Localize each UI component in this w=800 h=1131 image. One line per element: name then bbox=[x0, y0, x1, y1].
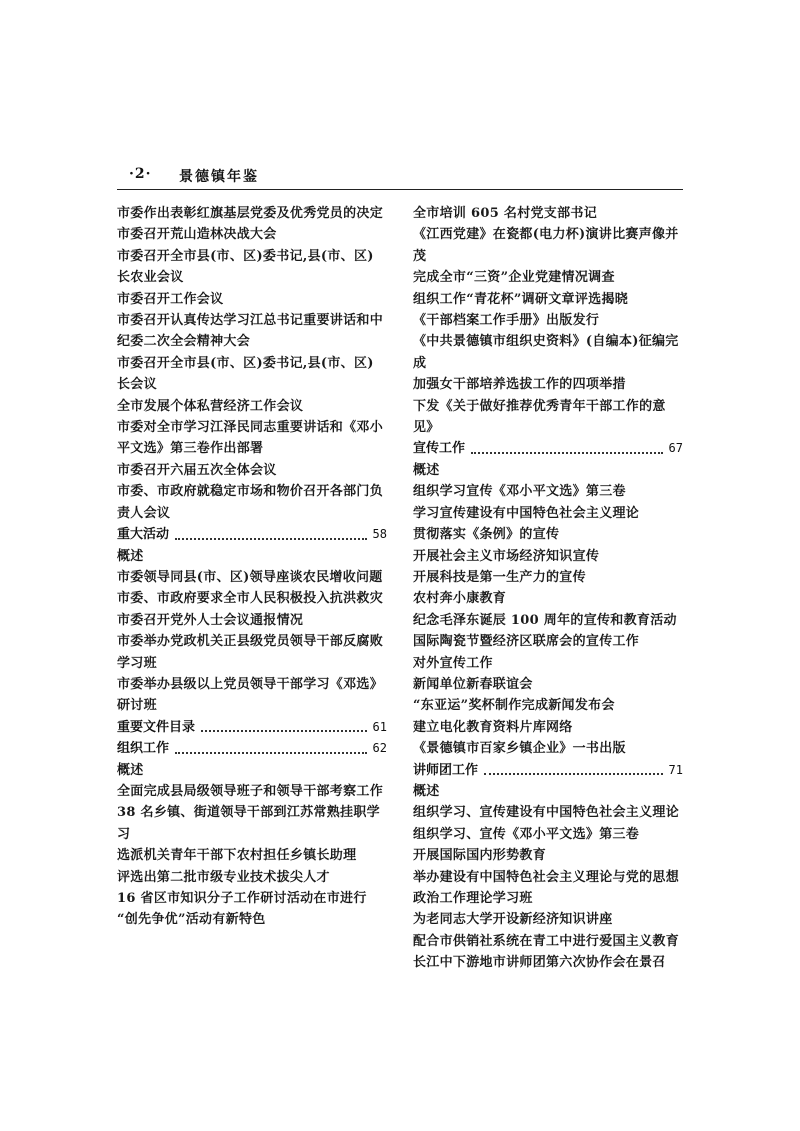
toc-entry: 市委召开六届五次全体会议 bbox=[117, 462, 277, 478]
toc-entry: 市委召开党外人士会议通报情况 bbox=[117, 612, 304, 628]
toc-entry: 全市培训 605 名村党支部书记 bbox=[413, 206, 597, 221]
dot-leader bbox=[175, 537, 367, 540]
toc-entry: 完成全市“三资”企业党建情况调查 bbox=[413, 270, 615, 286]
toc-entry: 组织学习宣传《邓小平文选》第三卷 bbox=[413, 484, 626, 500]
section-title: 重大活动 bbox=[117, 527, 170, 543]
toc-entry: 市委召开认真传达学习江总书记重要讲话和中纪委二次全会精神大会 bbox=[117, 313, 384, 350]
toc-entry: 学习宣传建设有中国特色社会主义理论 bbox=[413, 505, 640, 521]
toc-entry: 开展社会主义市场经济知识宣传 bbox=[413, 548, 600, 564]
toc-entry: 开展科技是第一生产力的宣传 bbox=[413, 569, 586, 585]
toc-left-column bbox=[117, 203, 387, 931]
toc-entry: 《干部档案工作手册》出版发行 bbox=[413, 313, 600, 329]
header-rule bbox=[117, 189, 683, 190]
section-title: 讲师团工作 bbox=[413, 762, 479, 778]
toc-entry: 组织学习、宣传建设有中国特色社会主义理论 bbox=[413, 805, 680, 821]
toc-entry: “东亚运”奖杯制作完成新闻发布会 bbox=[413, 698, 615, 714]
toc-entry: 概述 bbox=[413, 462, 440, 478]
section-title: 重要文件目录 bbox=[117, 719, 196, 735]
toc-entry: 《江西党建》在瓷都(电力杯)演讲比赛声像并茂 bbox=[413, 227, 679, 264]
dot-leader bbox=[471, 451, 663, 454]
section-page-number: 58 bbox=[372, 527, 387, 542]
toc-entry: 建立电化教育资料片库网络 bbox=[413, 719, 573, 735]
toc-section-heading bbox=[413, 760, 683, 781]
toc-entry: 市委对全市学习江泽民同志重要讲话和《邓小平文选》第三卷作出部署 bbox=[117, 420, 384, 457]
toc-entry: 《景德镇市百家乡镇企业》一书出版 bbox=[413, 741, 626, 757]
toc-entry: 市委举办县级以上党员领导干部学习《邓选》研讨班 bbox=[117, 676, 384, 714]
toc-entry: 组织工作“青花杯”调研文章评选揭晓 bbox=[413, 291, 629, 307]
toc-entry: 配合市供销社系统在青工中进行爱国主义教育 bbox=[413, 933, 680, 949]
toc-entry: 概述 bbox=[117, 762, 144, 778]
toc-entry: 市委领导同县(市、区)领导座谈农民增收问题 bbox=[117, 569, 383, 585]
toc-entry: 市委召开全市县(市、区)委书记,县(市、区)长农业会议 bbox=[117, 248, 374, 286]
toc-entry: 贯彻落实《条例》的宣传 bbox=[413, 527, 560, 543]
toc-entry: 概述 bbox=[413, 783, 440, 799]
toc-entry: 市委召开全市县(市、区)委书记,县(市、区)长会议 bbox=[117, 355, 374, 393]
toc-entry: 为老同志大学开设新经济知识讲座 bbox=[413, 912, 613, 928]
toc-entry: 组织学习、宣传《邓小平文选》第三卷 bbox=[413, 826, 640, 842]
running-title: 景德镇年鉴 bbox=[179, 169, 259, 185]
toc-entry: 16 省区市知识分子工作研讨活动在市进行 bbox=[117, 891, 367, 906]
toc-entry: 38 名乡镇、街道领导干部到江苏常熟挂职学习 bbox=[117, 805, 380, 842]
toc-entry: 评选出第二批市级专业技术拔尖人才 bbox=[117, 869, 330, 885]
toc-entry: 长江中下游地市讲师团第六次协作会在景召 bbox=[413, 955, 666, 971]
section-title: 宣传工作 bbox=[413, 441, 466, 457]
toc-entry: 农村奔小康教育 bbox=[413, 591, 507, 607]
toc-entry: 概述 bbox=[117, 548, 144, 564]
section-page-number: 67 bbox=[668, 441, 683, 456]
toc-entry: 市委召开工作会议 bbox=[117, 291, 224, 307]
toc-entry: 市委作出表彰红旗基层党委及优秀党员的决定 bbox=[117, 206, 384, 221]
section-page-number: 62 bbox=[372, 741, 387, 756]
toc-entry: 市委举办党政机关正县级党员领导干部反腐败学习班 bbox=[117, 634, 384, 671]
toc-entry: 举办建设有中国特色社会主义理论与党的思想政治工作理论学习班 bbox=[413, 869, 680, 906]
dot-leader bbox=[175, 751, 367, 754]
toc-entry: 新闻单位新春联谊会 bbox=[413, 676, 533, 692]
toc-entry: 全市发展个体私营经济工作会议 bbox=[117, 398, 304, 414]
toc-entry: 开展国际国内形势教育 bbox=[413, 848, 547, 864]
toc-entry: 选派机关青年干部下农村担任乡镇长助理 bbox=[117, 848, 357, 864]
page-header bbox=[117, 164, 683, 192]
toc-entry: 市委、市政府就稳定市场和物价召开各部门负责人会议 bbox=[117, 484, 384, 521]
toc-entry: 全面完成县局级领导班子和领导干部考察工作 bbox=[117, 783, 384, 799]
toc-entry: 市委、市政府要求全市人民积极投入抗洪救灾 bbox=[117, 591, 384, 607]
toc-section-heading bbox=[117, 738, 387, 759]
page-number: ·2· bbox=[129, 166, 152, 182]
section-page-number: 71 bbox=[668, 762, 683, 777]
section-title: 组织工作 bbox=[117, 741, 170, 757]
section-page-number: 61 bbox=[372, 719, 387, 734]
toc-entry: 下发《关于做好推荐优秀青年干部工作的意见》 bbox=[413, 398, 666, 436]
dot-leader bbox=[484, 772, 663, 775]
toc-entry: “创先争优”活动有新特色 bbox=[117, 912, 266, 928]
toc-entry: 纪念毛泽东诞辰 100 周年的宣传和教育活动 bbox=[413, 612, 677, 628]
toc-entry: 对外宣传工作 bbox=[413, 655, 493, 671]
toc-section-heading bbox=[413, 438, 683, 459]
toc-entry: 加强女干部培养选拔工作的四项举措 bbox=[413, 377, 626, 393]
toc-entry: 《中共景德镇市组织史资料》(自编本)征编完成 bbox=[413, 334, 679, 371]
toc-entry: 国际陶瓷节暨经济区联席会的宣传工作 bbox=[413, 634, 640, 650]
toc-section-heading bbox=[117, 717, 387, 738]
toc-section-heading bbox=[117, 524, 387, 545]
dot-leader bbox=[201, 729, 367, 732]
toc-entry: 市委召开荒山造林决战大会 bbox=[117, 227, 277, 243]
toc-right-column bbox=[413, 203, 683, 974]
